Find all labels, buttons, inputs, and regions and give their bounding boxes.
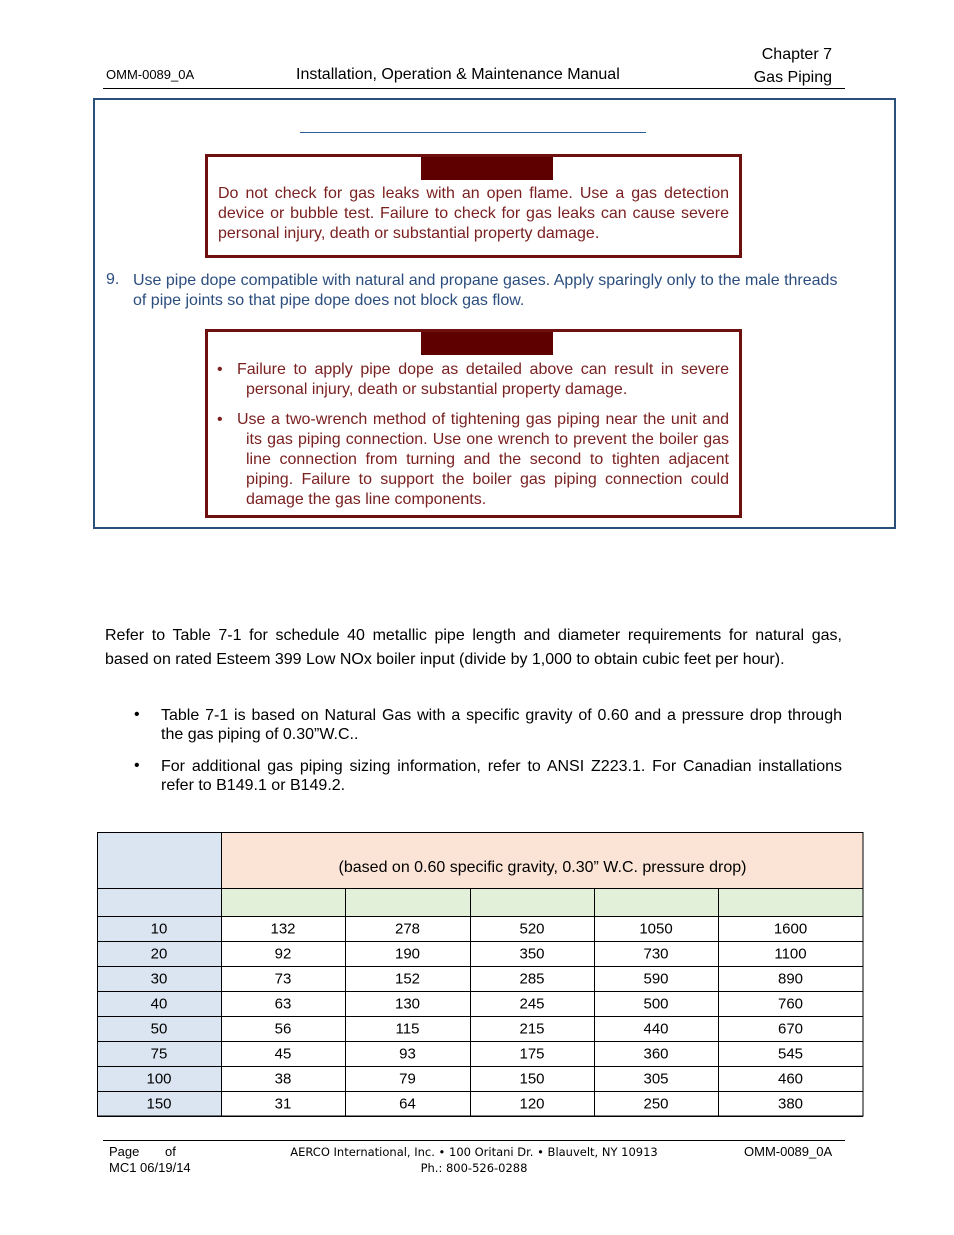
footer-company-line: AERCO International, Inc. • 100 Oritani Dr. • Blauvelt, NY 10913: [290, 1145, 658, 1159]
footer-doc-number: OMM-0089_0A: [744, 1144, 833, 1159]
table-row-length: 50: [150, 1020, 168, 1038]
table-cell-capacity: 1600: [773, 920, 808, 938]
footer-revision: MC1 06/19/14: [109, 1160, 191, 1175]
table-subheader-cell: [221, 888, 345, 916]
table-cell-capacity: 132: [270, 920, 296, 938]
bullet-icon: •: [134, 706, 140, 723]
table-cell-capacity: 285: [519, 970, 545, 988]
table-cell-capacity: 63: [274, 995, 292, 1013]
table-header-left-cell: [97, 832, 221, 916]
warning-bullet-text: Failure to apply pipe dope as detailed above can result in severe personal injury, death or substantial property damage.: [237, 361, 729, 398]
table-cell-capacity: 93: [399, 1045, 416, 1063]
table-subheader-cell: [345, 888, 470, 916]
header-chapter-block: [740, 43, 832, 89]
table-row-length: 100: [146, 1070, 172, 1088]
footer-page-label: Page: [109, 1144, 140, 1159]
table-cell-capacity: 130: [394, 995, 421, 1013]
table-cell-capacity: 350: [519, 945, 545, 963]
table-cell-capacity: 250: [643, 1095, 669, 1113]
table-row-length: 150: [146, 1095, 172, 1113]
table-row-length: 20: [150, 945, 168, 963]
table-cell-capacity: 150: [519, 1070, 545, 1088]
table-cell-capacity: 520: [519, 920, 545, 938]
header-rule: [103, 88, 845, 89]
table-cell-capacity: 152: [394, 970, 421, 988]
table-cell-capacity: 460: [777, 1070, 804, 1088]
step-number: 9.: [106, 271, 120, 288]
table-subheader-cell: [718, 888, 863, 916]
table-cell-capacity: 590: [643, 970, 669, 988]
warning-banner: [421, 332, 553, 355]
table-cell-capacity: 175: [519, 1045, 545, 1063]
table-cell-capacity: 380: [777, 1095, 804, 1113]
table-cell-capacity: 92: [274, 945, 292, 963]
warning-banner: [421, 157, 553, 180]
bullet-icon: •: [134, 757, 140, 774]
table-cell-capacity: 38: [274, 1070, 292, 1088]
table-cell-capacity: 190: [394, 945, 421, 963]
table-cell-capacity: 1100: [774, 945, 807, 963]
table-row-length: 75: [150, 1045, 168, 1063]
table-cell-capacity: 31: [274, 1095, 292, 1113]
table-cell-capacity: 360: [643, 1045, 669, 1063]
table-cell-capacity: 45: [274, 1045, 292, 1063]
footer-of-label: of: [165, 1144, 176, 1159]
header-manual-title: Installation, Operation & Maintenance Manual: [296, 66, 620, 83]
table-row-length: 30: [150, 970, 168, 988]
intro-paragraph: Refer to Table 7-1 for schedule 40 metallic pipe length and diameter requirements for natural gas, based on rated Esteem 399 Low NOx boiler input (divide by 1,000 to obtain cubic feet per hour).: [105, 627, 842, 668]
table-cell-capacity: 305: [643, 1070, 669, 1088]
table-cell-capacity: 79: [399, 1070, 416, 1088]
table-subheader-cell: [470, 888, 594, 916]
header-section: Gas Piping: [753, 69, 832, 86]
table-cell-capacity: 500: [643, 995, 669, 1013]
table-note: (based on 0.60 specific gravity, 0.30” W.C. pressure drop): [338, 859, 747, 876]
footer-rule: [103, 1140, 845, 1141]
table-cell-capacity: 64: [399, 1095, 416, 1113]
table-row-length: 10: [150, 920, 168, 938]
frame-heading-rule: [300, 132, 646, 133]
bullet-text: Table 7-1 is based on Natural Gas with a specific gravity of 0.60 and a pressure drop through the gas piping of 0.30”W.C..: [161, 707, 842, 743]
table-cell-capacity: 440: [643, 1020, 669, 1038]
table-cell-capacity: 278: [394, 920, 421, 938]
footer-phone: Ph.: 800-526-0288: [420, 1161, 528, 1175]
table-cell-capacity: 120: [519, 1095, 545, 1113]
table-cell-capacity: 670: [777, 1020, 804, 1038]
table-cell-capacity: 890: [777, 970, 804, 988]
header-chapter: Chapter 7: [761, 46, 832, 63]
bullet-text: For additional gas piping sizing information, refer to ANSI Z223.1. For Canadian installations refer to B149.1 or B149.2.: [161, 758, 842, 794]
table-cell-capacity: 1050: [639, 920, 673, 938]
table-cell-capacity: 56: [274, 1020, 292, 1038]
table-subheader-cell: [594, 888, 718, 916]
header-doc-number: OMM-0089_0A: [106, 67, 195, 82]
table-cell-capacity: 245: [519, 995, 545, 1013]
table-cell-capacity: 115: [395, 1020, 420, 1038]
table-cell-capacity: 215: [519, 1020, 545, 1038]
warning-bullet-text: Use a two-wrench method of tightening gas piping near the unit and its gas piping connection. Use one wrench to prevent the boiler gas line connection from turning and the second to tighten adjacent piping. Failure to support the boiler gas piping connection could damage the gas line components.: [237, 411, 729, 508]
table-cell-capacity: 730: [643, 945, 669, 963]
bullet-icon: •: [217, 361, 223, 378]
table-row-length: 40: [150, 995, 168, 1013]
warning-text-leak-check: Do not check for gas leaks with an open flame. Use a gas detection device or bubble test. Failure to check for gas leaks can cause severe personal injury, death or substantial property damage.: [218, 185, 729, 242]
table-cell-capacity: 545: [777, 1045, 804, 1063]
table-cell-capacity: 73: [274, 970, 292, 988]
bullet-icon: •: [217, 411, 223, 428]
table-cell-capacity: 760: [777, 995, 804, 1013]
step-text: Use pipe dope compatible with natural and propane gases. Apply sparingly only to the male threads of pipe joints so that pipe dope does not block gas flow.: [133, 272, 838, 309]
